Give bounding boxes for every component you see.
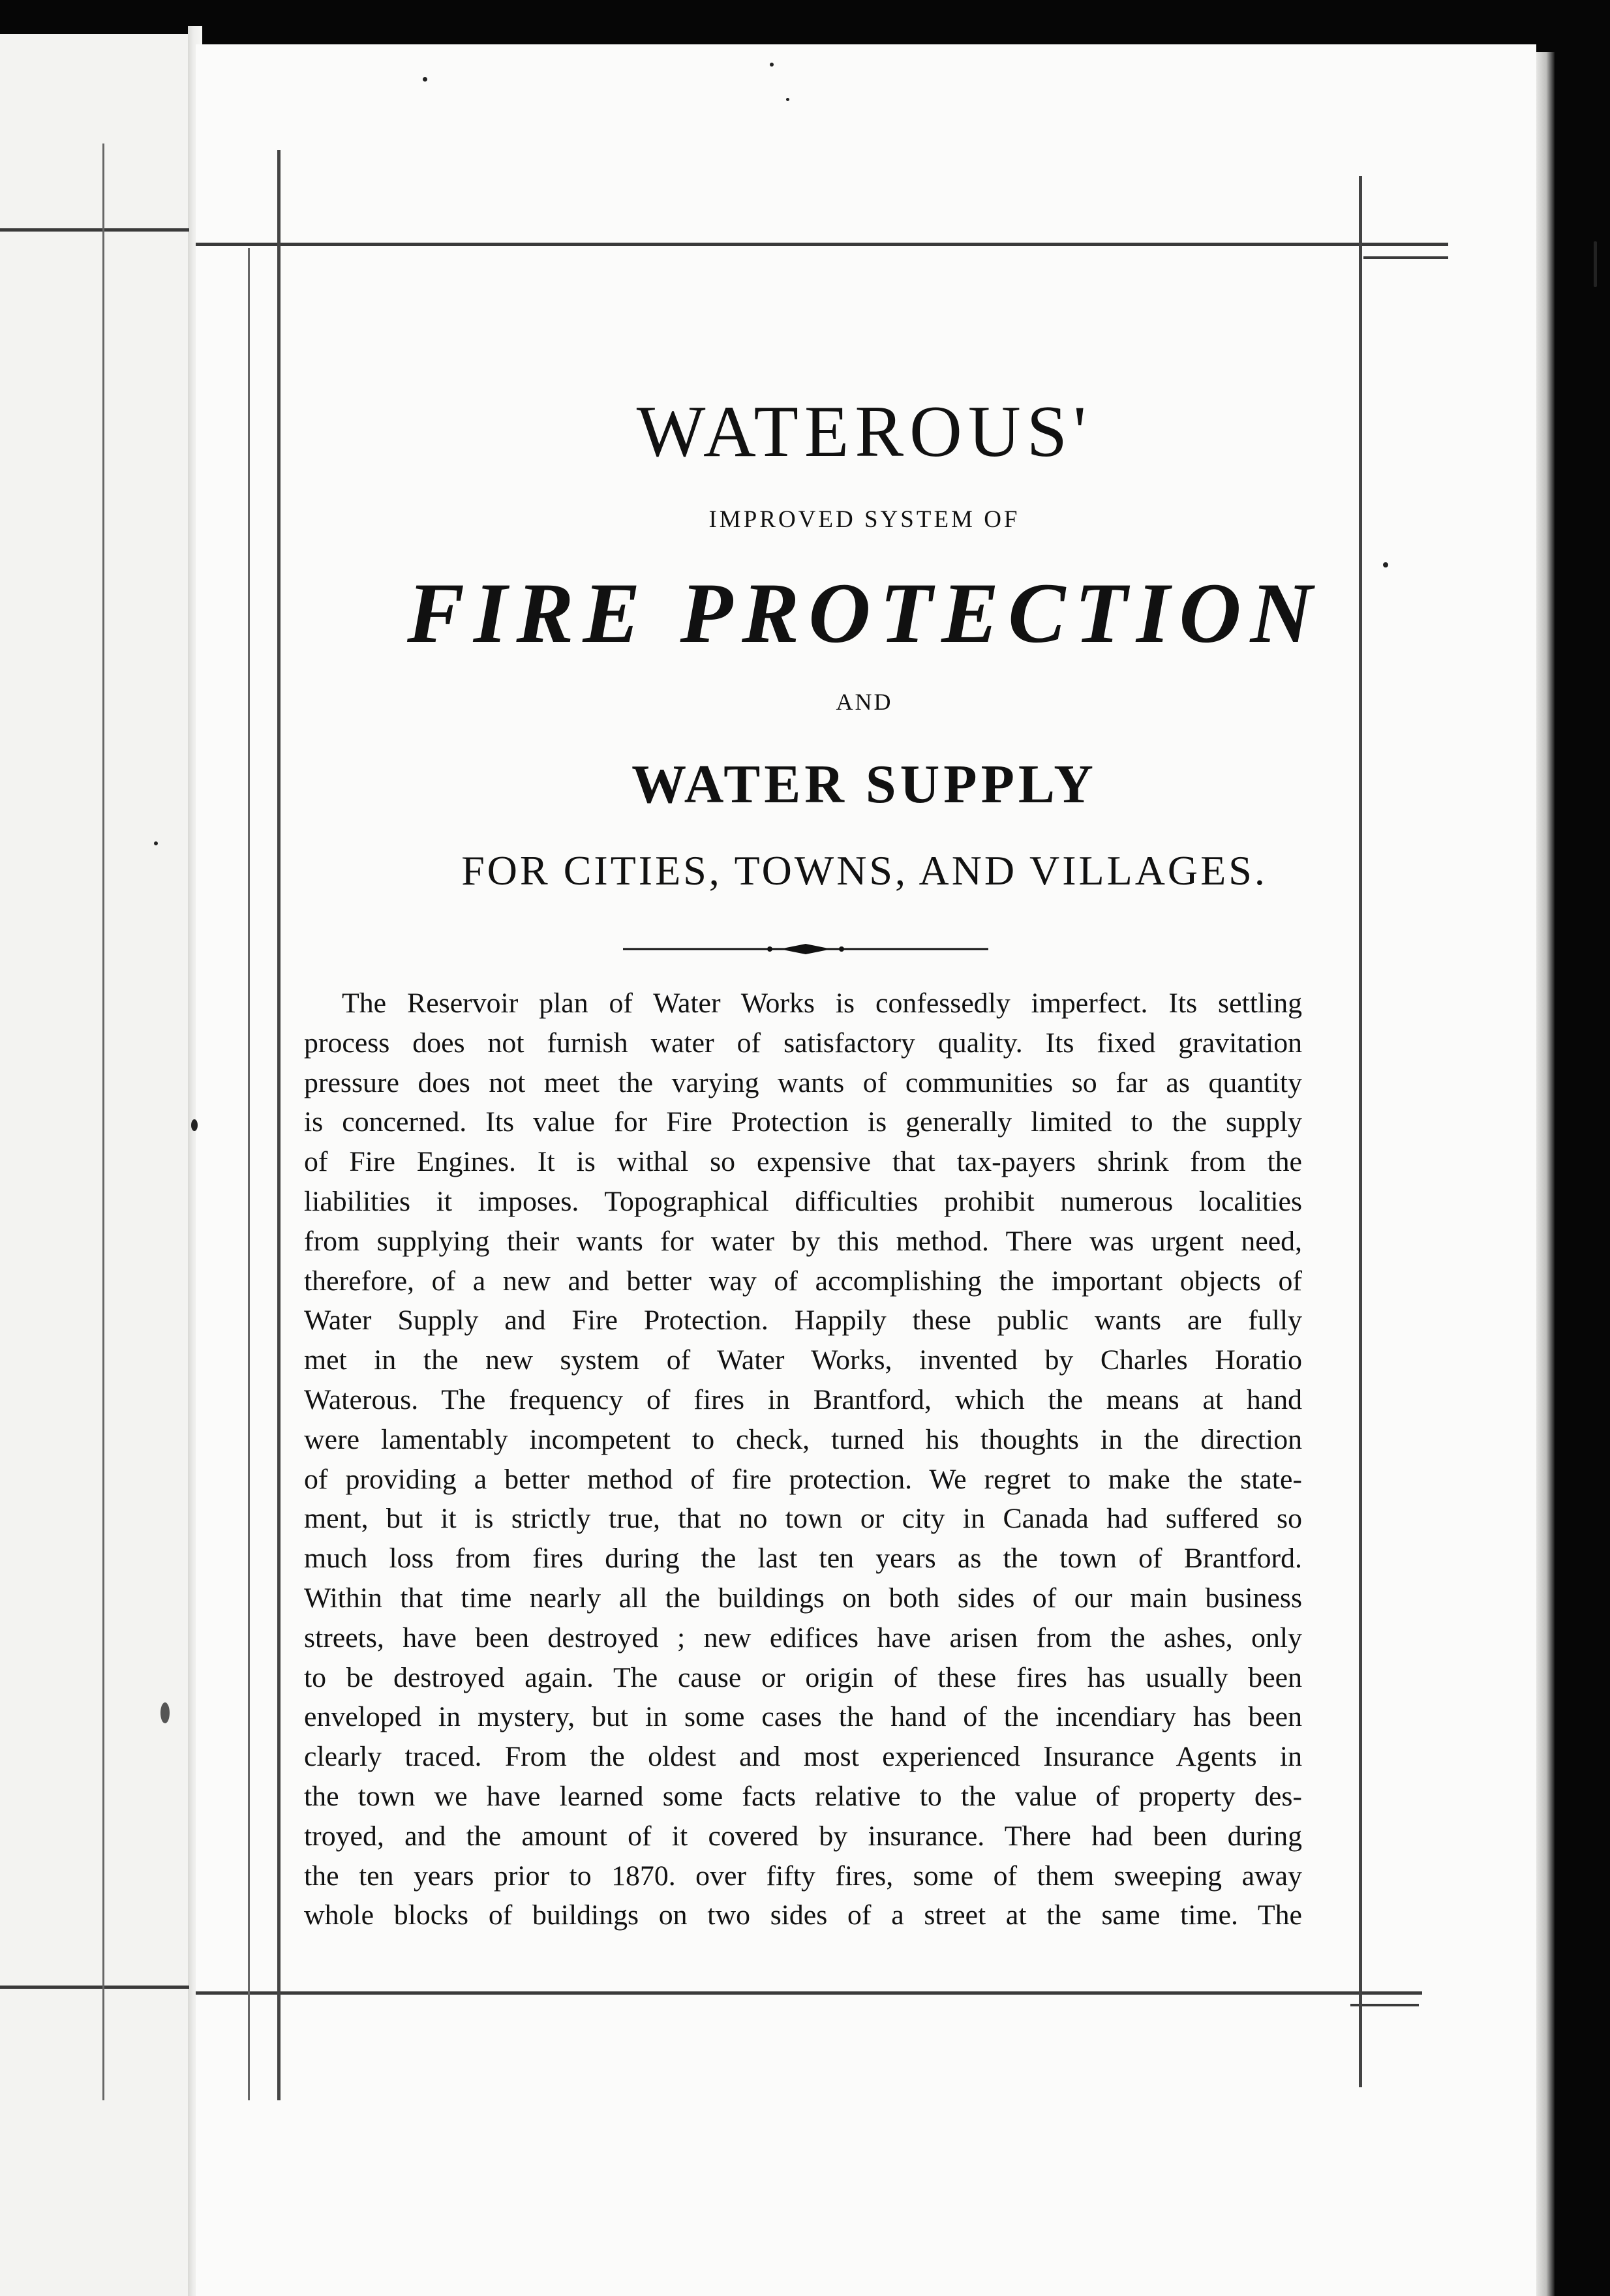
body-line: whole blocks of buildings on two sides of a street at the same time. The bbox=[304, 1899, 1302, 1931]
left-page-top-rule bbox=[0, 228, 189, 232]
body-line: much loss from fires during the last ten years as the town of Brantford. bbox=[304, 1543, 1302, 1575]
title-water-supply: WATER SUPPLY bbox=[631, 754, 1097, 815]
body-line: the ten years prior to 1870. over fifty fires, some of them sweeping away bbox=[304, 1860, 1302, 1892]
speck bbox=[423, 77, 427, 82]
subtitle-improved-system: IMPROVED SYSTEM OF bbox=[708, 506, 1020, 533]
body-line: Water Supply and Fire Protection. Happily these public wants are fully bbox=[304, 1305, 1302, 1337]
body-line: were lamentably incompetent to check, turned his thoughts in the direction bbox=[304, 1423, 1302, 1455]
body-paragraph bbox=[304, 984, 1302, 1935]
left-page-vertical-rule bbox=[102, 144, 104, 2100]
body-line: from supplying their wants for water by this method. There was urgent need, bbox=[304, 1225, 1302, 1257]
speck bbox=[1594, 241, 1597, 287]
body-line: met in the new system of Water Works, invented by Charles Horatio bbox=[304, 1344, 1302, 1376]
body-line: enveloped in mystery, but in some cases the hand of the incendiary has been bbox=[304, 1701, 1302, 1733]
page-right-edge bbox=[1536, 52, 1555, 2296]
body-line: Waterous. The frequency of fires in Brantford, which the means at hand bbox=[304, 1383, 1302, 1415]
ornament-divider bbox=[623, 939, 988, 959]
body-line: streets, have been destroyed ; new edifices have arisen from the ashes, only bbox=[304, 1622, 1302, 1654]
body-line: troyed, and the amount of it covered by insurance. There had been during bbox=[304, 1820, 1302, 1852]
body-line: pressure does not meet the varying wants of communities so far as quantity bbox=[304, 1066, 1302, 1098]
speck bbox=[191, 1119, 198, 1131]
border-top-rule bbox=[196, 243, 1448, 246]
title-waterous: WATEROUS' bbox=[636, 391, 1093, 472]
body-line: the town we have learned some facts relative to the value of property des- bbox=[304, 1780, 1302, 1812]
body-line: The Reservoir plan of Water Works is confessedly imperfect. Its settling bbox=[342, 988, 1302, 1019]
body-line: is concerned. Its value for Fire Protection is generally limited to the supply bbox=[304, 1106, 1302, 1138]
title-fire-protection: FIRE PROTECTION bbox=[407, 565, 1322, 661]
body-line: ment, but it is strictly true, that no town or city in Canada had suffered so bbox=[304, 1503, 1302, 1535]
body-line: of providing a better method of fire protection. We regret to make the state- bbox=[304, 1463, 1302, 1495]
body-line: Within that time nearly all the buildings on both sides of our main business bbox=[304, 1582, 1302, 1614]
body-line: process does not furnish water of satisfactory quality. Its fixed gravitation bbox=[304, 1027, 1302, 1059]
speck bbox=[160, 1702, 170, 1723]
left-page-fragment bbox=[0, 34, 188, 2296]
speck bbox=[154, 841, 158, 845]
body-line: clearly traced. From the oldest and most experienced Insurance Agents in bbox=[304, 1741, 1302, 1773]
border-left-rule bbox=[277, 150, 281, 2100]
body-line: therefore, of a new and better way of accomplishing the important objects of bbox=[304, 1265, 1302, 1297]
border-bottom-rule bbox=[196, 1991, 1422, 1995]
title-cities-towns-villages: FOR CITIES, TOWNS, AND VILLAGES. bbox=[461, 847, 1268, 894]
left-page-bottom-rule bbox=[0, 1986, 189, 1989]
subtitle-and: AND bbox=[836, 689, 893, 715]
body-line: to be destroyed again. The cause or origin of these fires has usually been bbox=[304, 1661, 1302, 1693]
speck bbox=[770, 63, 774, 67]
speck bbox=[786, 98, 789, 101]
border-top-right-rule bbox=[1363, 256, 1448, 259]
body-line: of Fire Engines. It is withal so expensive that tax-payers shrink from the bbox=[304, 1146, 1302, 1178]
border-left-outer-rule bbox=[248, 248, 250, 2100]
body-line: liabilities it imposes. Topographical difficulties prohibit numerous localities bbox=[304, 1185, 1302, 1217]
